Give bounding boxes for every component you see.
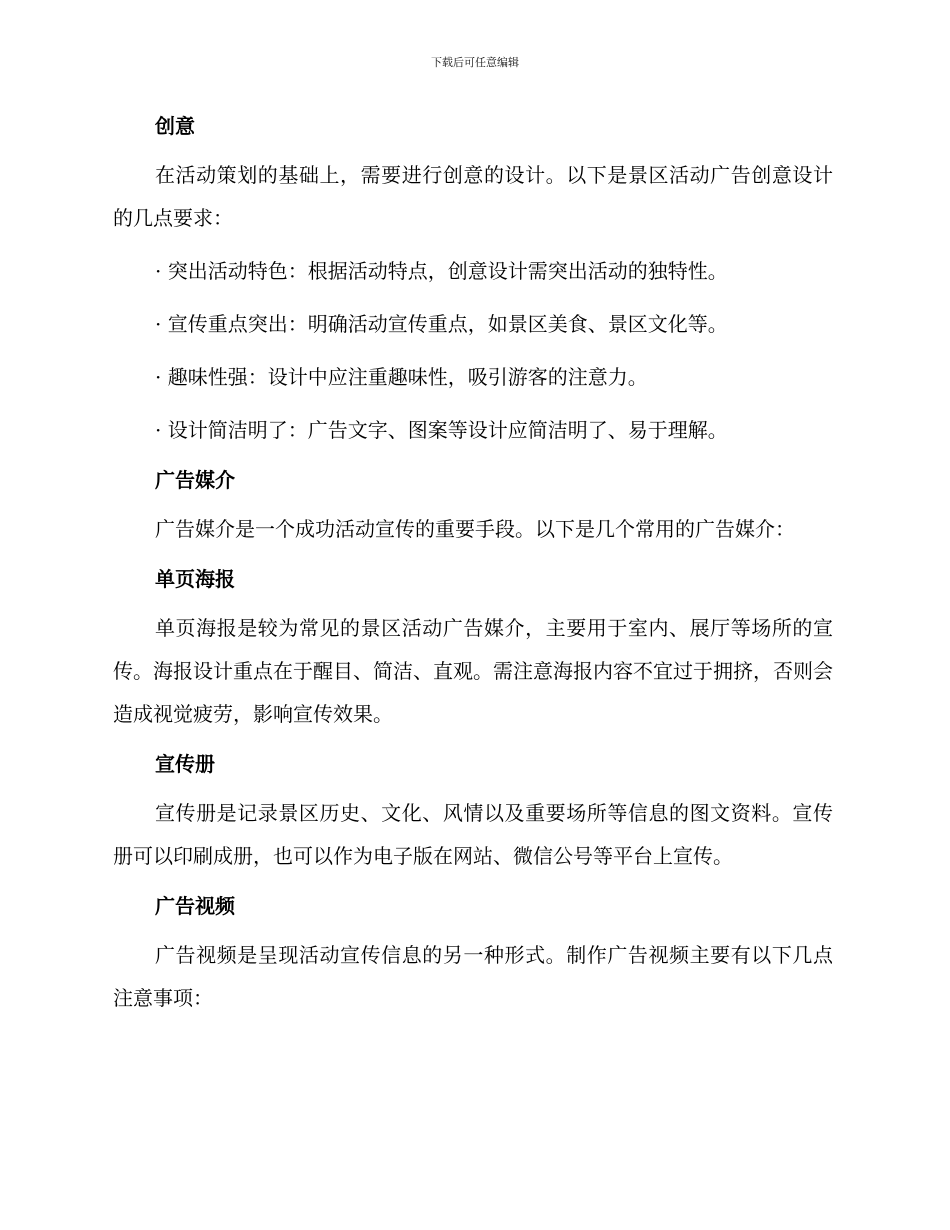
heading-ad-media: 广告媒介 — [155, 468, 235, 492]
bullet-item: · 趣味性强：设计中应注重趣味性，吸引游客的注意力。 — [155, 365, 648, 389]
bullet-item: · 设计简洁明了：广告文字、图案等设计应简洁明了、易于理解。 — [155, 418, 728, 442]
heading-brochure: 宣传册 — [155, 752, 215, 776]
bullet-item: · 突出活动特色：根据活动特点，创意设计需突出活动的独特性。 — [155, 259, 728, 283]
document-body — [113, 108, 833, 1020]
heading-creativity: 创意 — [155, 114, 195, 138]
paragraph-brochure: 宣传册是记录景区历史、文化、风情以及重要场所等信息的图文资料。宣传册可以印刷成册，也可以作为电子版在网站、微信公号等平台上宣传。 — [113, 801, 833, 868]
page-header: 下载后可任意编辑 — [431, 56, 519, 69]
heading-poster: 单页海报 — [155, 567, 235, 591]
paragraph-ad-video: 广告视频是呈现活动宣传信息的另一种形式。制作广告视频主要有以下几点注意事项： — [113, 943, 833, 1010]
heading-ad-video: 广告视频 — [155, 894, 235, 918]
paragraph-creativity-intro: 在活动策划的基础上，需要进行创意的设计。以下是景区活动广告创意设计的几点要求： — [113, 163, 833, 230]
paragraph-ad-media-intro: 广告媒介是一个成功活动宣传的重要手段。以下是几个常用的广告媒介： — [155, 517, 795, 541]
paragraph-poster: 单页海报是较为常见的景区活动广告媒介，主要用于室内、展厅等场所的宣传。海报设计重点在于醒目、简洁、直观。需注意海报内容不宜过于拥挤，否则会造成视觉疲劳，影响宣传效果。 — [113, 616, 833, 726]
bullet-item: · 宣传重点突出：明确活动宣传重点，如景区美食、景区文化等。 — [155, 312, 728, 336]
